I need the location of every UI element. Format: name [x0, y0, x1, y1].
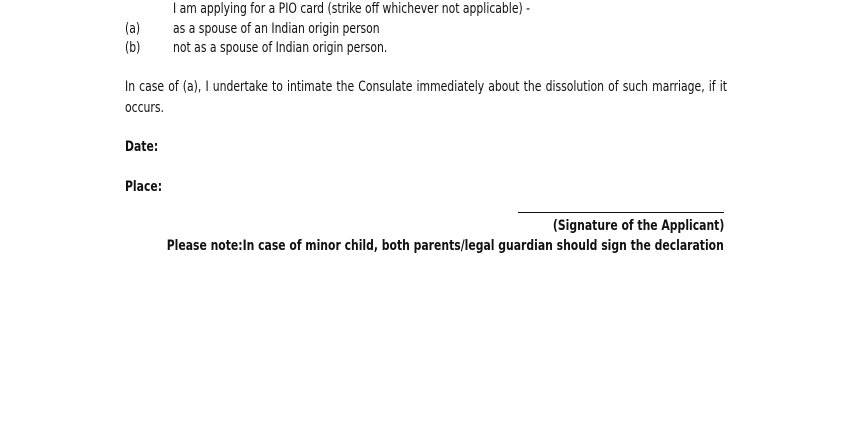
undertaking-paragraph: In case of (a), I undertake to intimate the Consulate immediately about the dissolution of such marriage, if it occurs.	[125, 79, 727, 116]
option-b-text: not as a spouse of Indian origin person.	[173, 40, 388, 56]
pio-intro-text: I am applying for a PIO card (strike off whichever not applicable) -	[173, 1, 531, 17]
minor-child-note: Please note:In case of minor child, both parents/legal guardian should sign the declaration	[166, 238, 724, 254]
option-a-marker: (a)	[125, 21, 141, 37]
signature-caption: (Signature of the Applicant)	[552, 218, 724, 234]
option-b-marker: (b)	[125, 40, 141, 56]
signature-line	[518, 212, 724, 213]
date-label: Date:	[125, 139, 159, 155]
place-label: Place:	[125, 179, 163, 195]
option-a-text: as a spouse of an Indian origin person	[173, 21, 380, 37]
